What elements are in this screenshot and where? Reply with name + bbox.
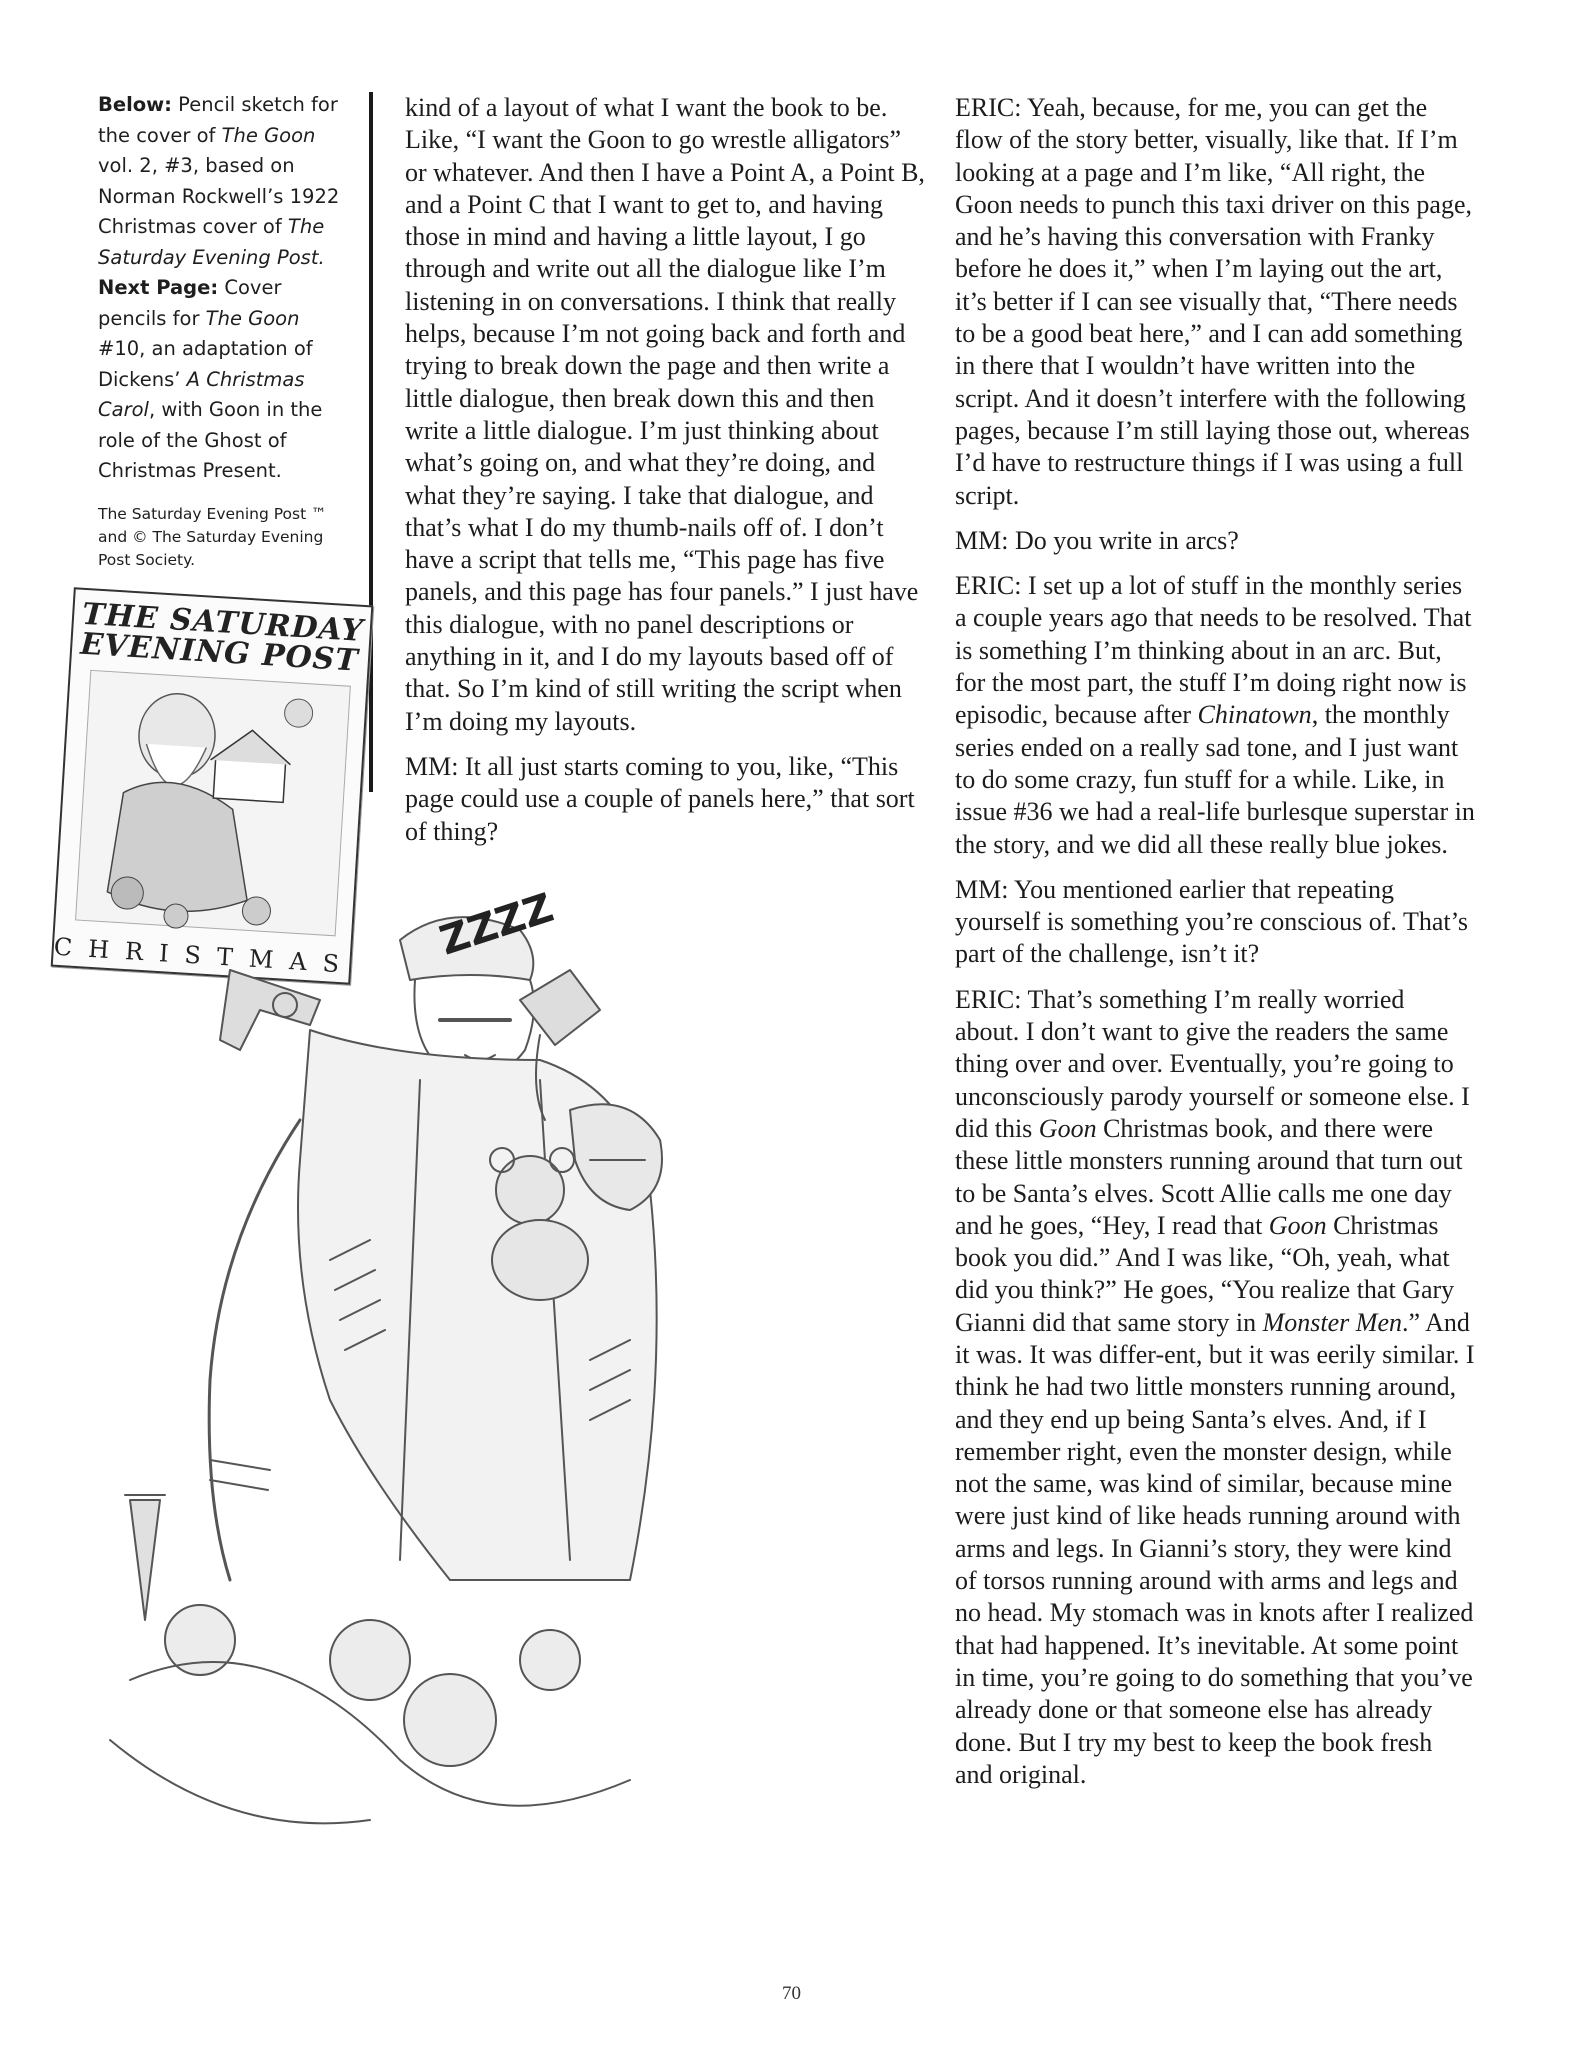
- goon-pencil-sketch: [70, 860, 710, 1880]
- right-paragraph-1: ERIC: Yeah, because, for me, you can get the flow of the story better, visually, like that. If I’m looking at a page and I’m like, “All right, the Goon needs to punch this taxi driver on this page, and he’s having this conversation with Franky before he does it,” when I’m laying out the art, it’s better if I can see visually that, “There needs to be a good beat here,” and I can add something in there that I wouldn’t have written into the script. And it doesn’t interfere with the following pages, because I’m still laying those out, whereas I’d have to restructure things if I was using a full script.: [955, 93, 1473, 510]
- snore-zzz: ZZZZ: [434, 884, 559, 965]
- column-divider: [369, 92, 373, 792]
- middle-paragraph-2: MM: It all just starts coming to you, like, “This page could use a couple of panels here,” that sort of thing?: [405, 751, 915, 846]
- middle-column: [405, 92, 925, 861]
- copyright-credit: The Saturday Evening Post ™ and © The Saturday Evening Post Society.: [98, 504, 327, 569]
- middle-paragraph-1: kind of a layout of what I want the book to be. Like, “I want the Goon to go wrestle alligators” or whatever. And then I have a Point A, a Point B, and a Point C that I want to get to, and having those in mind and having a little layout, I go through and write out all the dialogue like I’m listening in on conversations. I think that really helps, because I’m not going back and forth and trying to break down the page and then write a little dialogue, then break down this and then write a little dialogue. I’m just thinking about what’s going on, and what they’re doing, and what they’re saying. I take that dialogue, and that’s what I do my thumb-nails off of. I don’t have a script that tells me, “This page has five panels, and this page has four panels.” I just have this dialogue, with no panel descriptions or anything in it, and I do my layouts based off of that. So I’m kind of still writing the script when I’m doing my layouts.: [405, 93, 925, 736]
- right-paragraph-4: MM: You mentioned earlier that repeating yourself is something you’re conscious of. That’s part of the challenge, isn’t it?: [955, 874, 1468, 969]
- page-number: 70: [782, 1983, 801, 2004]
- right-column: [955, 92, 1475, 1804]
- right-paragraph-3: ERIC: I set up a lot of stuff in the monthly series a couple years ago that needs to be resolved. That is something I’m thinking about in an arc. But, for the most part, the stuff I’m doing right now is episodic, because after Chinatown, the monthly series ended on a really sad tone, and I just want to do some crazy, fun stuff for a while. Like, in issue #36 we had a real-life burlesque superstar in the story, and we did all these really blue jokes.: [955, 571, 1475, 859]
- sidebar-caption: Below: Pencil sketch for the cover of The Goon vol. 2, #3, based on Norman Rockwell’s 1922 Christmas cover of The Saturday Evening Post. Next Page: Cover pencils for The Goon #10, an adaptation of Dickens’ A Christmas Carol, with Goon in the role of the Ghost of Christmas Present. The Saturday Evening Post ™ and © The Saturday Evening Post Society.: [98, 90, 348, 572]
- right-paragraph-2: MM: Do you write in arcs?: [955, 525, 1239, 555]
- cover-masthead: THE SATURDAY EVENING POST: [79, 596, 365, 679]
- right-paragraph-5: ERIC: That’s something I’m really worried about. I don’t want to give the readers the same thing over and over. Eventually, you’re going to unconsciously parody yourself or someone else. I did this Goon Christmas book, and there were these little monsters running around that turn out to be Santa’s elves. Scott Allie calls me one day and he goes, “Hey, I read that Goon Christmas book you did.” And I was like, “Oh, yeah, what did you think?” He goes, “You realize that Gary Gianni did that same story in Monster Men.” And it was. It was differ-ent, but it was eerily similar. I think he had two little monsters running around, and they end up being Santa’s elves. And, if I remember right, even the monster design, while not the same, was kind of similar, because mine were just kind of like heads running around with arms and legs. In Gianni’s story, they were kind of torsos running around with arms and legs and no head. My stomach was in knots after I realized that had happened. It’s inevitable. At some point in time, you’re going to do something that you’ve already done or that someone else has already done. But I try my best to keep the book fresh and original.: [955, 984, 1475, 1789]
- below-label: Below:: [98, 93, 172, 116]
- next-page-label: Next Page:: [98, 276, 219, 299]
- cover-footer: CHRISTMAS: [53, 932, 356, 980]
